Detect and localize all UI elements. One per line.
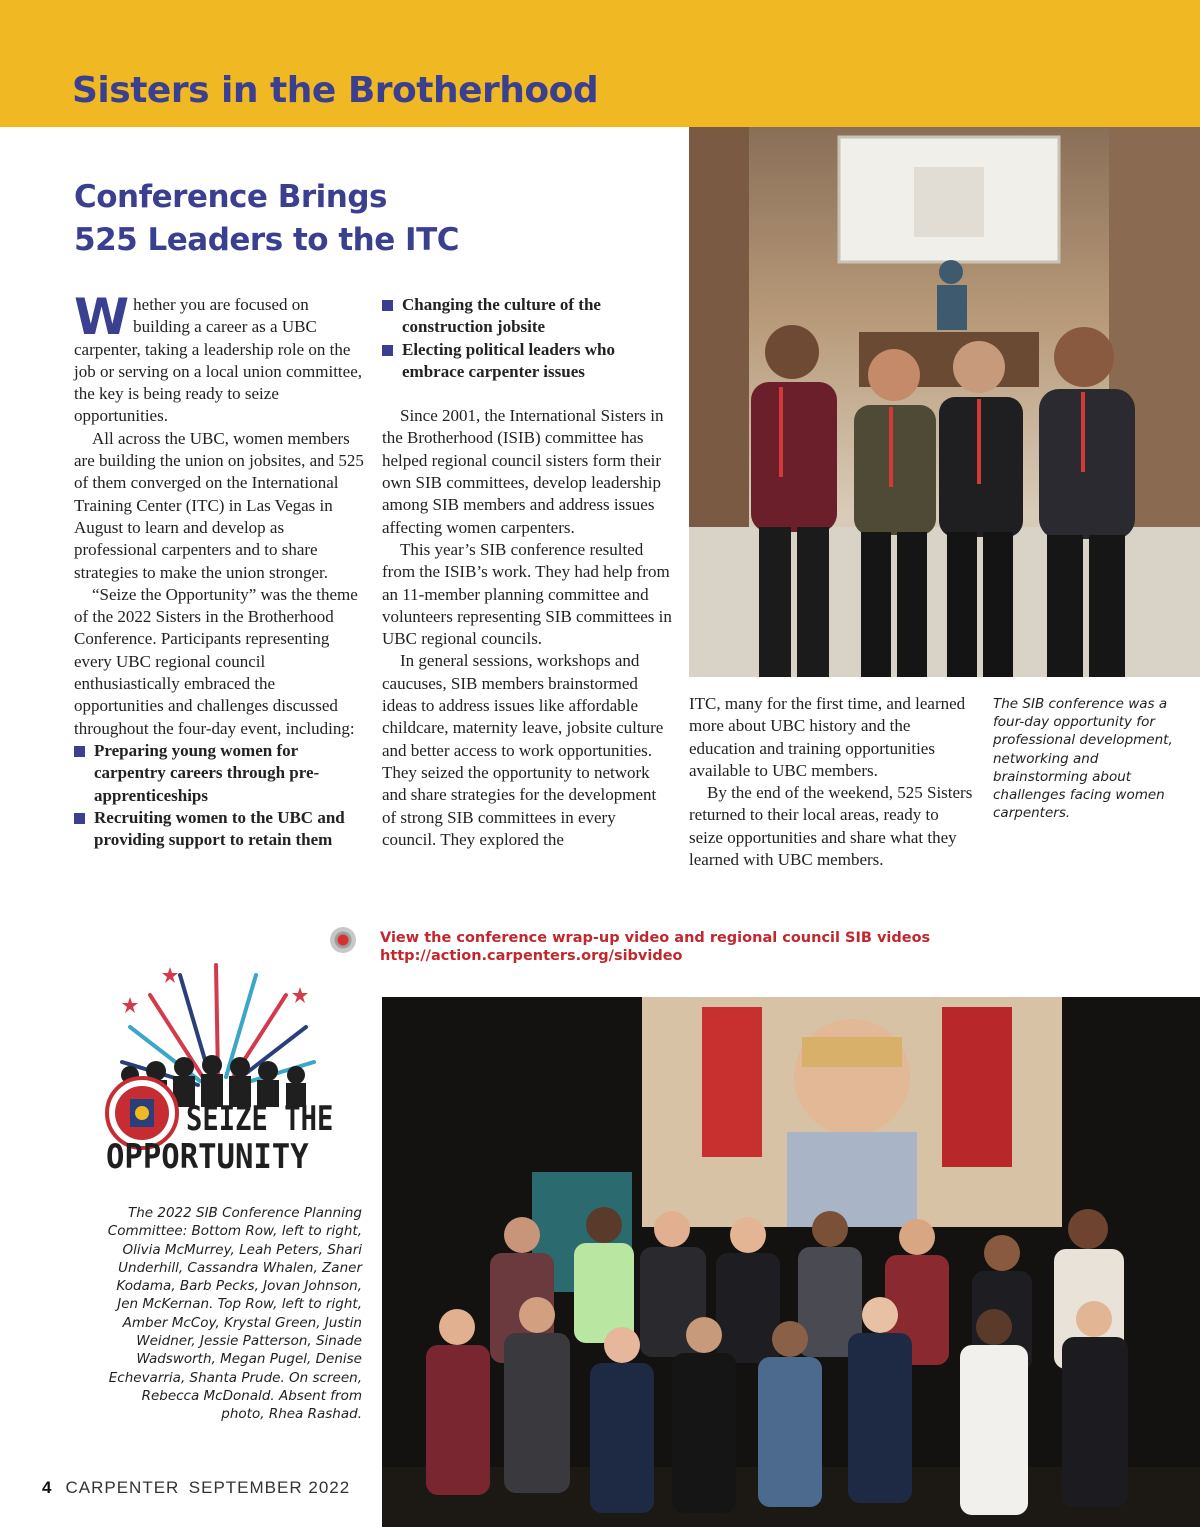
bullet-list — [382, 294, 672, 383]
page-footer — [42, 1478, 350, 1498]
magazine-name: CARPENTER — [65, 1478, 180, 1497]
committee-caption: The 2022 SIB Conference Planning Committee: Bottom Row, left to right, Olivia McMurrey, Leah Peters, Shari Underhill, Cassandra Whalen, Zaner Kodama, Barb Pecks, Jovan Johnson, Jen McKernan. Top Row, left to right, Amber McCoy, Krystal Green, Justin Weidner, Jessie Patterson, Sinade Wadsworth, Megan Pugel, Denise Echevarria, Shanta Prude. On screen, Rebecca McDonald. Absent from photo, Rhea Rashad. — [107, 1205, 362, 1423]
article-headline — [74, 176, 674, 262]
headline-line-1: Conference Brings — [74, 179, 387, 215]
issue-date: SEPTEMBER 2022 — [188, 1478, 351, 1497]
section-title: Sisters in the Brotherhood — [72, 70, 599, 111]
paragraph: This year’s SIB conference resulted from the ISIB’s work. They had help from an 11-member planning committee and volunteers representing SIB committees in UBC regional councils. — [382, 539, 672, 649]
article-column-3 — [689, 693, 974, 871]
video-link-text: View the conference wrap-up video and regional council SIB videos — [380, 930, 931, 946]
bullet-item: Preparing young women for carpentry careers through pre-apprenticeships — [74, 740, 364, 807]
paragraph: ITC, many for the first time, and learned more about UBC history and the education and training opportunities available to UBC members. — [689, 694, 966, 780]
photo-illustration — [689, 127, 1200, 677]
bullet-item: Changing the culture of the construction jobsite — [382, 294, 672, 339]
headline-line-2: 525 Leaders to the ITC — [74, 222, 459, 258]
section-banner — [0, 0, 1200, 127]
paragraph: “Seize the Opportunity” was the theme of the 2022 Sisters in the Brotherhood Conference. Participants representing every UBC regional council enthusiastically embraced the opportunities and challenges discussed throughout the four-day event, including: — [74, 584, 358, 738]
bullet-item: Recruiting women to the UBC and providing support to retain them — [74, 807, 364, 852]
article-column-2 — [382, 294, 672, 851]
intro-text: hether you are focused on building a career as a UBC carpenter, taking a leadership role on the job or serving on a local union committee, the key is being ready to seize opportunities. — [74, 295, 362, 426]
page-number: 4 — [42, 1478, 52, 1497]
video-link-url: http://action.carpenters.org/sibvideo — [380, 948, 683, 964]
paragraph: By the end of the weekend, 525 Sisters returned to their local areas, ready to seize opportunities and share what they learned with UBC members. — [689, 783, 973, 870]
photo-illustration — [382, 997, 1200, 1527]
logo-text-line-1: SEIZE THE — [186, 1099, 334, 1139]
intro-paragraph — [74, 288, 364, 428]
conference-attendees-photo — [689, 127, 1200, 677]
video-link[interactable] — [380, 929, 930, 965]
drop-cap: W — [74, 288, 130, 346]
photo-caption: The SIB conference was a four-day opportunity for professional development, networking and brainstorming about challenges facing women carpenters. — [993, 696, 1173, 822]
planning-committee-photo — [382, 997, 1200, 1527]
paragraph: In general sessions, workshops and caucuses, SIB members brainstormed ideas to address issues like affordable childcare, maternity leave, jobsite culture and better access to work opportunities. They seized the opportunity to network and share strategies for the development of strong SIB committees in every council. They explored the — [382, 651, 664, 849]
video-record-icon[interactable] — [330, 927, 356, 953]
seize-the-opportunity-logo — [100, 957, 334, 1177]
bullet-list — [74, 740, 364, 851]
article-column-1 — [74, 288, 364, 851]
paragraph: All across the UBC, women members are building the union on jobsites, and 525 of them converged on the International Training Center (ITC) in Las Vegas in August to learn and develop as professional carpenters and to share strategies to make the union stronger. — [74, 428, 364, 582]
paragraph: Since 2001, the International Sisters in the Brotherhood (ISIB) committee has helped regional council sisters form their own SIB committees, develop leadership among SIB members and address issues affecting women carpenters. — [382, 406, 664, 537]
logo-text-line-2: OPPORTUNITY — [106, 1137, 309, 1177]
bullet-item: Electing political leaders who embrace carpenter issues — [382, 339, 672, 384]
spacer — [382, 383, 672, 405]
